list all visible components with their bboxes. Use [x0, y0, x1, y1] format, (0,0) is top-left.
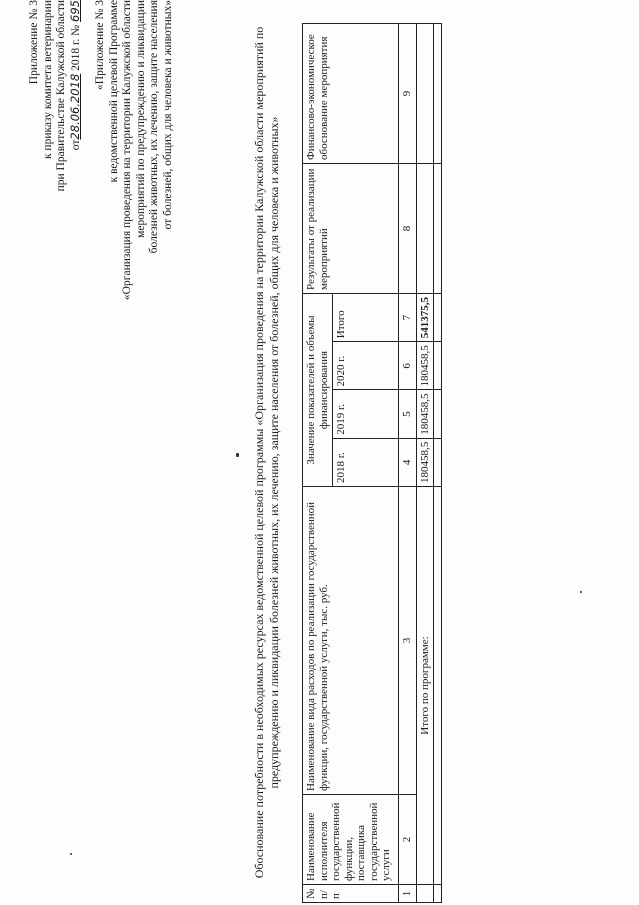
column-number: 4 [399, 438, 417, 486]
header-expense-type: Наименование вида расходов по реализации государственной функции, государственной услуги, тыс. руб. [303, 487, 399, 795]
document-title [252, 0, 281, 905]
total-results-cell [416, 164, 434, 294]
total-row [416, 24, 434, 903]
scan-speck [236, 453, 239, 457]
appendix-line: к приказу комитета ветеринарии [41, 0, 54, 160]
program-appendix-line: мероприятий по предупреждению и ликвидации [134, 0, 147, 238]
title-line: предупреждению и ликвидации болезней животных, их лечению, защите населения от болезней, общих для человека и животных» [266, 116, 281, 789]
title-line: Обоснование потребности в необходимых ресурсах ведомственной целевой программы «Организация проведения на территории Калужской области мероприятий по [252, 26, 266, 879]
program-appendix-line: «Организация проведения на территории Калужской области [121, 0, 133, 301]
program-appendix-line: болезней животных, их лечению, защите населения [148, 0, 160, 254]
program-appendix-header [94, 0, 175, 560]
total-2020-value: 180458,5 [416, 342, 434, 390]
program-appendix-line: «Приложение № 3 [94, 0, 106, 90]
column-number: 1 [399, 885, 417, 903]
program-appendix-line: от болезней, общих для человека и животных» [161, 0, 174, 230]
column-number: 5 [399, 390, 417, 438]
resources-table [302, 23, 442, 903]
column-number: 6 [399, 342, 417, 390]
handwritten-number: 695 [67, 0, 82, 22]
header-year-2019: 2019 г. [333, 390, 399, 438]
header-justification: Финансово-экономическое обоснование мероприятия [303, 24, 399, 164]
handwritten-date: 28.06.2018 [67, 73, 82, 140]
total-justification-cell [416, 24, 434, 164]
appendix-line: Приложение № 3 [28, 0, 40, 85]
column-number: 3 [399, 487, 417, 795]
program-appendix-line: к ведомственной целевой Программе [107, 0, 120, 183]
column-number: 9 [399, 24, 417, 164]
header-executor: Наименование исполнителя государственной функции, поставщика государственной услуги [303, 795, 399, 885]
header-year-2018: 2018 г. [333, 438, 399, 486]
total-row-empty-cell [416, 885, 434, 903]
empty-row [434, 24, 442, 903]
column-number: 8 [399, 164, 417, 294]
scan-speck [70, 853, 72, 855]
appendix-date-line: от28.06.2018 2018 г. № 695 [67, 0, 82, 151]
column-number: 2 [399, 795, 417, 885]
header-results: Результаты от реализации мероприятий [303, 164, 399, 294]
header-total: Итого [333, 294, 399, 342]
grand-total-value: 541375,5 [416, 294, 434, 342]
column-number: 7 [399, 294, 417, 342]
total-2018-value: 180458,5 [416, 438, 434, 486]
total-label: Итого по программе: [416, 487, 434, 885]
header-values-group: Значение показателей и объемы финансирования [303, 294, 333, 487]
appendix-line: при Правительстве Калужской области [55, 0, 67, 192]
header-year-2020: 2020 г. [333, 342, 399, 390]
appendix-header [28, 0, 83, 560]
column-number-row [399, 24, 417, 903]
scan-speck [580, 591, 582, 593]
header-number: № п/п [303, 885, 399, 903]
total-2019-value: 180458,5 [416, 390, 434, 438]
